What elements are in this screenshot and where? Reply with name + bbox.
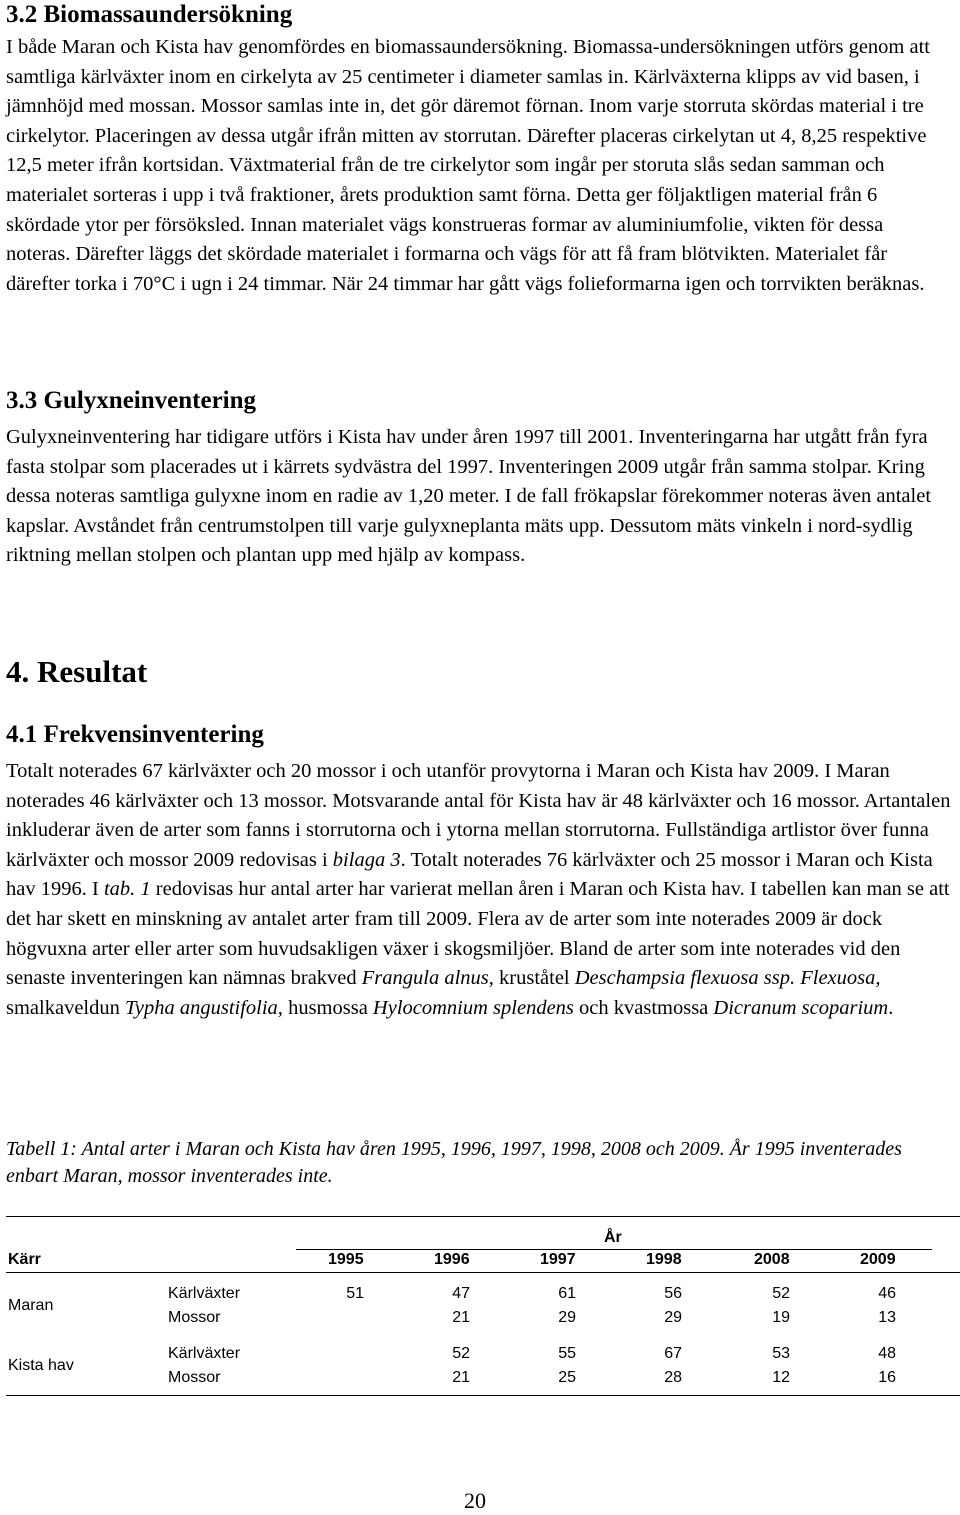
table-cell: 53 [772, 1345, 790, 1362]
table-cell: 16 [878, 1369, 896, 1386]
year-group-header: År [604, 1229, 622, 1246]
appendix-reference: bilaga 3 [332, 848, 401, 871]
table-cell: 46 [878, 1285, 896, 1302]
table-cell: 25 [558, 1369, 576, 1386]
text-run: Totalt noterades 67 kärlväxter och 20 mossor i och utanför provytorna i Maran och Kista hav 2009. I Maran noterades 46 kärlväxter och 13 mossor. Motsvarande antal för Kista hav är 48 kärlväxter och 16 mossor. Artantalen inkluderar även de arter som fanns i storrutorna och i ytorna mellan storrutorna. Fullständiga artlistor över funna kärlväxter och mossor 2009 redovisas i [6, 760, 951, 871]
table-cell: 29 [664, 1309, 682, 1326]
table-cell: 12 [772, 1369, 790, 1386]
table-cell: 52 [452, 1345, 470, 1362]
section-heading: 4.1 Frekvensinventering [6, 721, 264, 748]
year-header: 2009 [860, 1251, 896, 1268]
chapter-heading: 4. Resultat [6, 654, 148, 689]
year-header: 2008 [754, 1251, 790, 1268]
species-name: Deschampsia flexuosa ssp. Flexuosa [574, 967, 876, 990]
species-name: Dicranum scoparium [713, 996, 889, 1019]
table-cell: 55 [558, 1345, 576, 1362]
table-cell: 52 [772, 1285, 790, 1302]
table-cell: 28 [664, 1369, 682, 1386]
year-header: 1996 [434, 1251, 470, 1268]
species-name: Frangula alnus [361, 967, 489, 990]
row-header: Kärr [8, 1251, 41, 1268]
text-run: redovisas hur antal arter har varierat mellan åren i Maran och Kista hav. I tabellen kan man se att det har skett en minskning av antalet arter fram till 2009. Flera av de arter som inte noterades 2009 är dock högvuxna arter eller arter som huvudsakligen växer i skogsmiljöer. Bland de arter som inte noterades vid den senaste inventeringen kan nämnas brakved [6, 878, 950, 990]
section-paragraph: Gulyxneinventering har tidigare utförs i Kista hav under åren 1997 till 2001. Inventeringarna har utgått från fyra fasta stolpar som placerades ut i kärrets sydvästra del 1997. Inventeringen 2009 utgår från samma stolpar. Kring dessa noteras samtliga gulyxne inom en radie av 1,20 meter. I de fall frökapslar förekommer noteras även antalet kapslar. Avståndet från centrumstolpen till varje gulyxneplanta mäts upp. Dessutom mäts vinkeln i nord-sydlig riktning mellan stolpen och plantan upp med hjälp av kompass. [6, 426, 932, 567]
text-run: . Totalt noterades 76 kärlväxter och 25 mossor i Maran och Kista hav 1996. I [6, 848, 933, 901]
table-cell: 21 [452, 1369, 470, 1386]
table-cell: 29 [558, 1309, 576, 1326]
header-bottom-rule [6, 1272, 960, 1273]
table-cell: 51 [346, 1285, 364, 1302]
species-count-table [6, 1216, 960, 1396]
table-bottom-rule [6, 1395, 960, 1396]
site-label: Maran [8, 1297, 54, 1314]
type-label: Mossor [168, 1309, 221, 1326]
table-reference: tab. 1 [103, 878, 151, 901]
table-cell: 21 [452, 1309, 470, 1326]
table-caption: Tabell 1: Antal arter i Maran och Kista hav åren 1995, 1996, 1997, 1998, 2008 och 2009. År 1995 inventerades enbart Maran, mossor inventerades inte. [6, 1138, 902, 1187]
table-cell: 67 [664, 1345, 682, 1362]
site-label: Kista hav [8, 1357, 74, 1374]
species-name: Hylocomnium splendens [372, 996, 574, 1019]
type-label: Kärlväxter [168, 1345, 241, 1362]
text-run: och kvastmossa [573, 996, 714, 1019]
table-top-rule [6, 1216, 960, 1217]
year-header: 1998 [646, 1251, 682, 1268]
section-heading: 3.3 Gulyxneinventering [6, 387, 257, 414]
type-label: Mossor [168, 1369, 221, 1386]
year-group-rule [296, 1249, 932, 1250]
year-header: 1995 [328, 1251, 364, 1268]
species-name: Typha angustifolia, [125, 996, 283, 1019]
text-run: . [888, 996, 894, 1019]
text-run: , kruståtel [488, 967, 575, 990]
type-label: Kärlväxter [168, 1285, 241, 1302]
table-cell: 19 [772, 1309, 790, 1326]
year-header: 1997 [540, 1251, 576, 1268]
page-number: 20 [464, 1488, 486, 1513]
table-cell: 48 [878, 1345, 896, 1362]
table-cell: 61 [558, 1285, 576, 1302]
table-cell: 56 [664, 1285, 682, 1302]
section-paragraph [6, 757, 952, 1023]
text-run: husmossa [282, 996, 373, 1019]
section-heading: 3.2 Biomassaundersökning [6, 1, 293, 28]
section-paragraph: I både Maran och Kista hav genomfördes en biomassaundersökning. Biomassa-undersökningen utförs genom att samtliga kärlväxter inom en cirkelyta av 25 centimeter i diameter samlas in. Kärlväxterna klipps av vid basen, i jämnhöjd med mossan. Mossor samlas inte in, det gör däremot förnan. Inom varje storruta skördas material i tre cirkelytor. Placeringen av dessa utgår ifrån mitten av storrutan. Därefter placeras cirkelytan ut 4, 8,25 respektive 12,5 meter ifrån kortsidan. Växtmaterial från de tre cirkelytor som ingår per storuta slås sedan samman och materialet sorteras i upp i två fraktioner, årets produktion samt förna. Detta ger följaktligen material från 6 skördade ytor per försöksled. Innan materialet vägs konstrueras formar av aluminiumfolie, vikten för dessa noteras. Därefter läggs det skördade materialet i formarna och vägs för att få fram blötvikten. Materialet får därefter torka i 70°C i ugn i 24 timmar. När 24 timmar har gått vägs folieformarna igen och torrvikten beräknas. [6, 36, 930, 295]
text-run: , smalkaveldun [6, 967, 881, 1019]
table-cell: 47 [452, 1285, 470, 1302]
table-cell: 13 [878, 1309, 896, 1326]
